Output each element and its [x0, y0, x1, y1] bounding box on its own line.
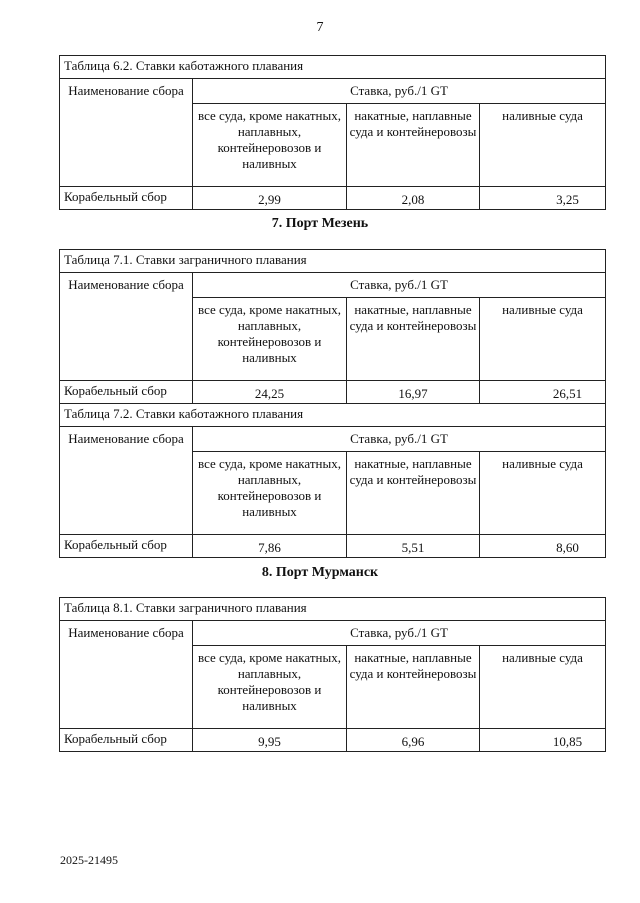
subheader-general-vessels: все суда, кроме накатных, наплавных, контейнеровозов и наливных [193, 452, 347, 535]
subheader-roro-container-vessels: накатные, наплавные суда и контейнеровозы [347, 104, 480, 187]
rate-value: 8,60 [480, 535, 606, 558]
subheader-general-vessels: все суда, кроме накатных, наплавных, контейнеровозов и наливных [193, 298, 347, 381]
subheader-roro-container-vessels: накатные, наплавные суда и контейнеровозы [347, 452, 480, 535]
rate-header: Ставка, руб./1 GT [193, 79, 606, 104]
table-row [60, 187, 606, 210]
subheader-roro-container-vessels: накатные, наплавные суда и контейнеровозы [347, 646, 480, 729]
table-row [60, 535, 606, 558]
subheader-general-vessels: все суда, кроме накатных, наплавных, контейнеровозов и наливных [193, 646, 347, 729]
rate-header: Ставка, руб./1 GT [193, 273, 606, 298]
section-heading-mezen: 7. Порт Мезень [271, 216, 369, 231]
rate-header: Ставка, руб./1 GT [193, 621, 606, 646]
document-code: 2025-21495 [60, 853, 118, 867]
fee-name: Корабельный сбор [60, 535, 193, 558]
table-caption: Таблица 6.2. Ставки каботажного плавания [60, 56, 606, 79]
rate-table-7-1 [59, 249, 606, 404]
rate-value: 5,51 [347, 535, 480, 558]
subheader-tanker-vessels: наливные суда [480, 298, 606, 381]
subheader-tanker-vessels: наливные суда [480, 646, 606, 729]
rate-value: 10,85 [480, 729, 606, 752]
fee-name: Корабельный сбор [60, 729, 193, 752]
rate-value: 26,51 [480, 381, 606, 404]
rate-value: 24,25 [193, 381, 347, 404]
page-number: 7 [316, 20, 324, 35]
subheader-tanker-vessels: наливные суда [480, 452, 606, 535]
table-row [60, 381, 606, 404]
fee-name-header: Наименование сбора [60, 621, 193, 729]
rate-value: 6,96 [347, 729, 480, 752]
fee-name-header: Наименование сбора [60, 79, 193, 187]
section-heading-murmansk: 8. Порт Мурманск [261, 565, 379, 580]
rate-header: Ставка, руб./1 GT [193, 427, 606, 452]
rate-value: 9,95 [193, 729, 347, 752]
rate-value: 2,08 [347, 187, 480, 210]
rate-value: 7,86 [193, 535, 347, 558]
fee-name: Корабельный сбор [60, 187, 193, 210]
fee-name-header: Наименование сбора [60, 273, 193, 381]
rate-table-8-1 [59, 597, 606, 752]
rate-table-6-2 [59, 55, 606, 210]
table-caption: Таблица 8.1. Ставки заграничного плавания [60, 598, 606, 621]
rate-value: 16,97 [347, 381, 480, 404]
subheader-roro-container-vessels: накатные, наплавные суда и контейнеровозы [347, 298, 480, 381]
fee-name: Корабельный сбор [60, 381, 193, 404]
subheader-general-vessels: все суда, кроме накатных, наплавных, контейнеровозов и наливных [193, 104, 347, 187]
rate-table-7-2 [59, 403, 606, 558]
fee-name-header: Наименование сбора [60, 427, 193, 535]
rate-value: 2,99 [193, 187, 347, 210]
table-caption: Таблица 7.1. Ставки заграничного плавания [60, 250, 606, 273]
subheader-tanker-vessels: наливные суда [480, 104, 606, 187]
table-caption: Таблица 7.2. Ставки каботажного плавания [60, 404, 606, 427]
rate-value: 3,25 [480, 187, 606, 210]
table-row [60, 729, 606, 752]
